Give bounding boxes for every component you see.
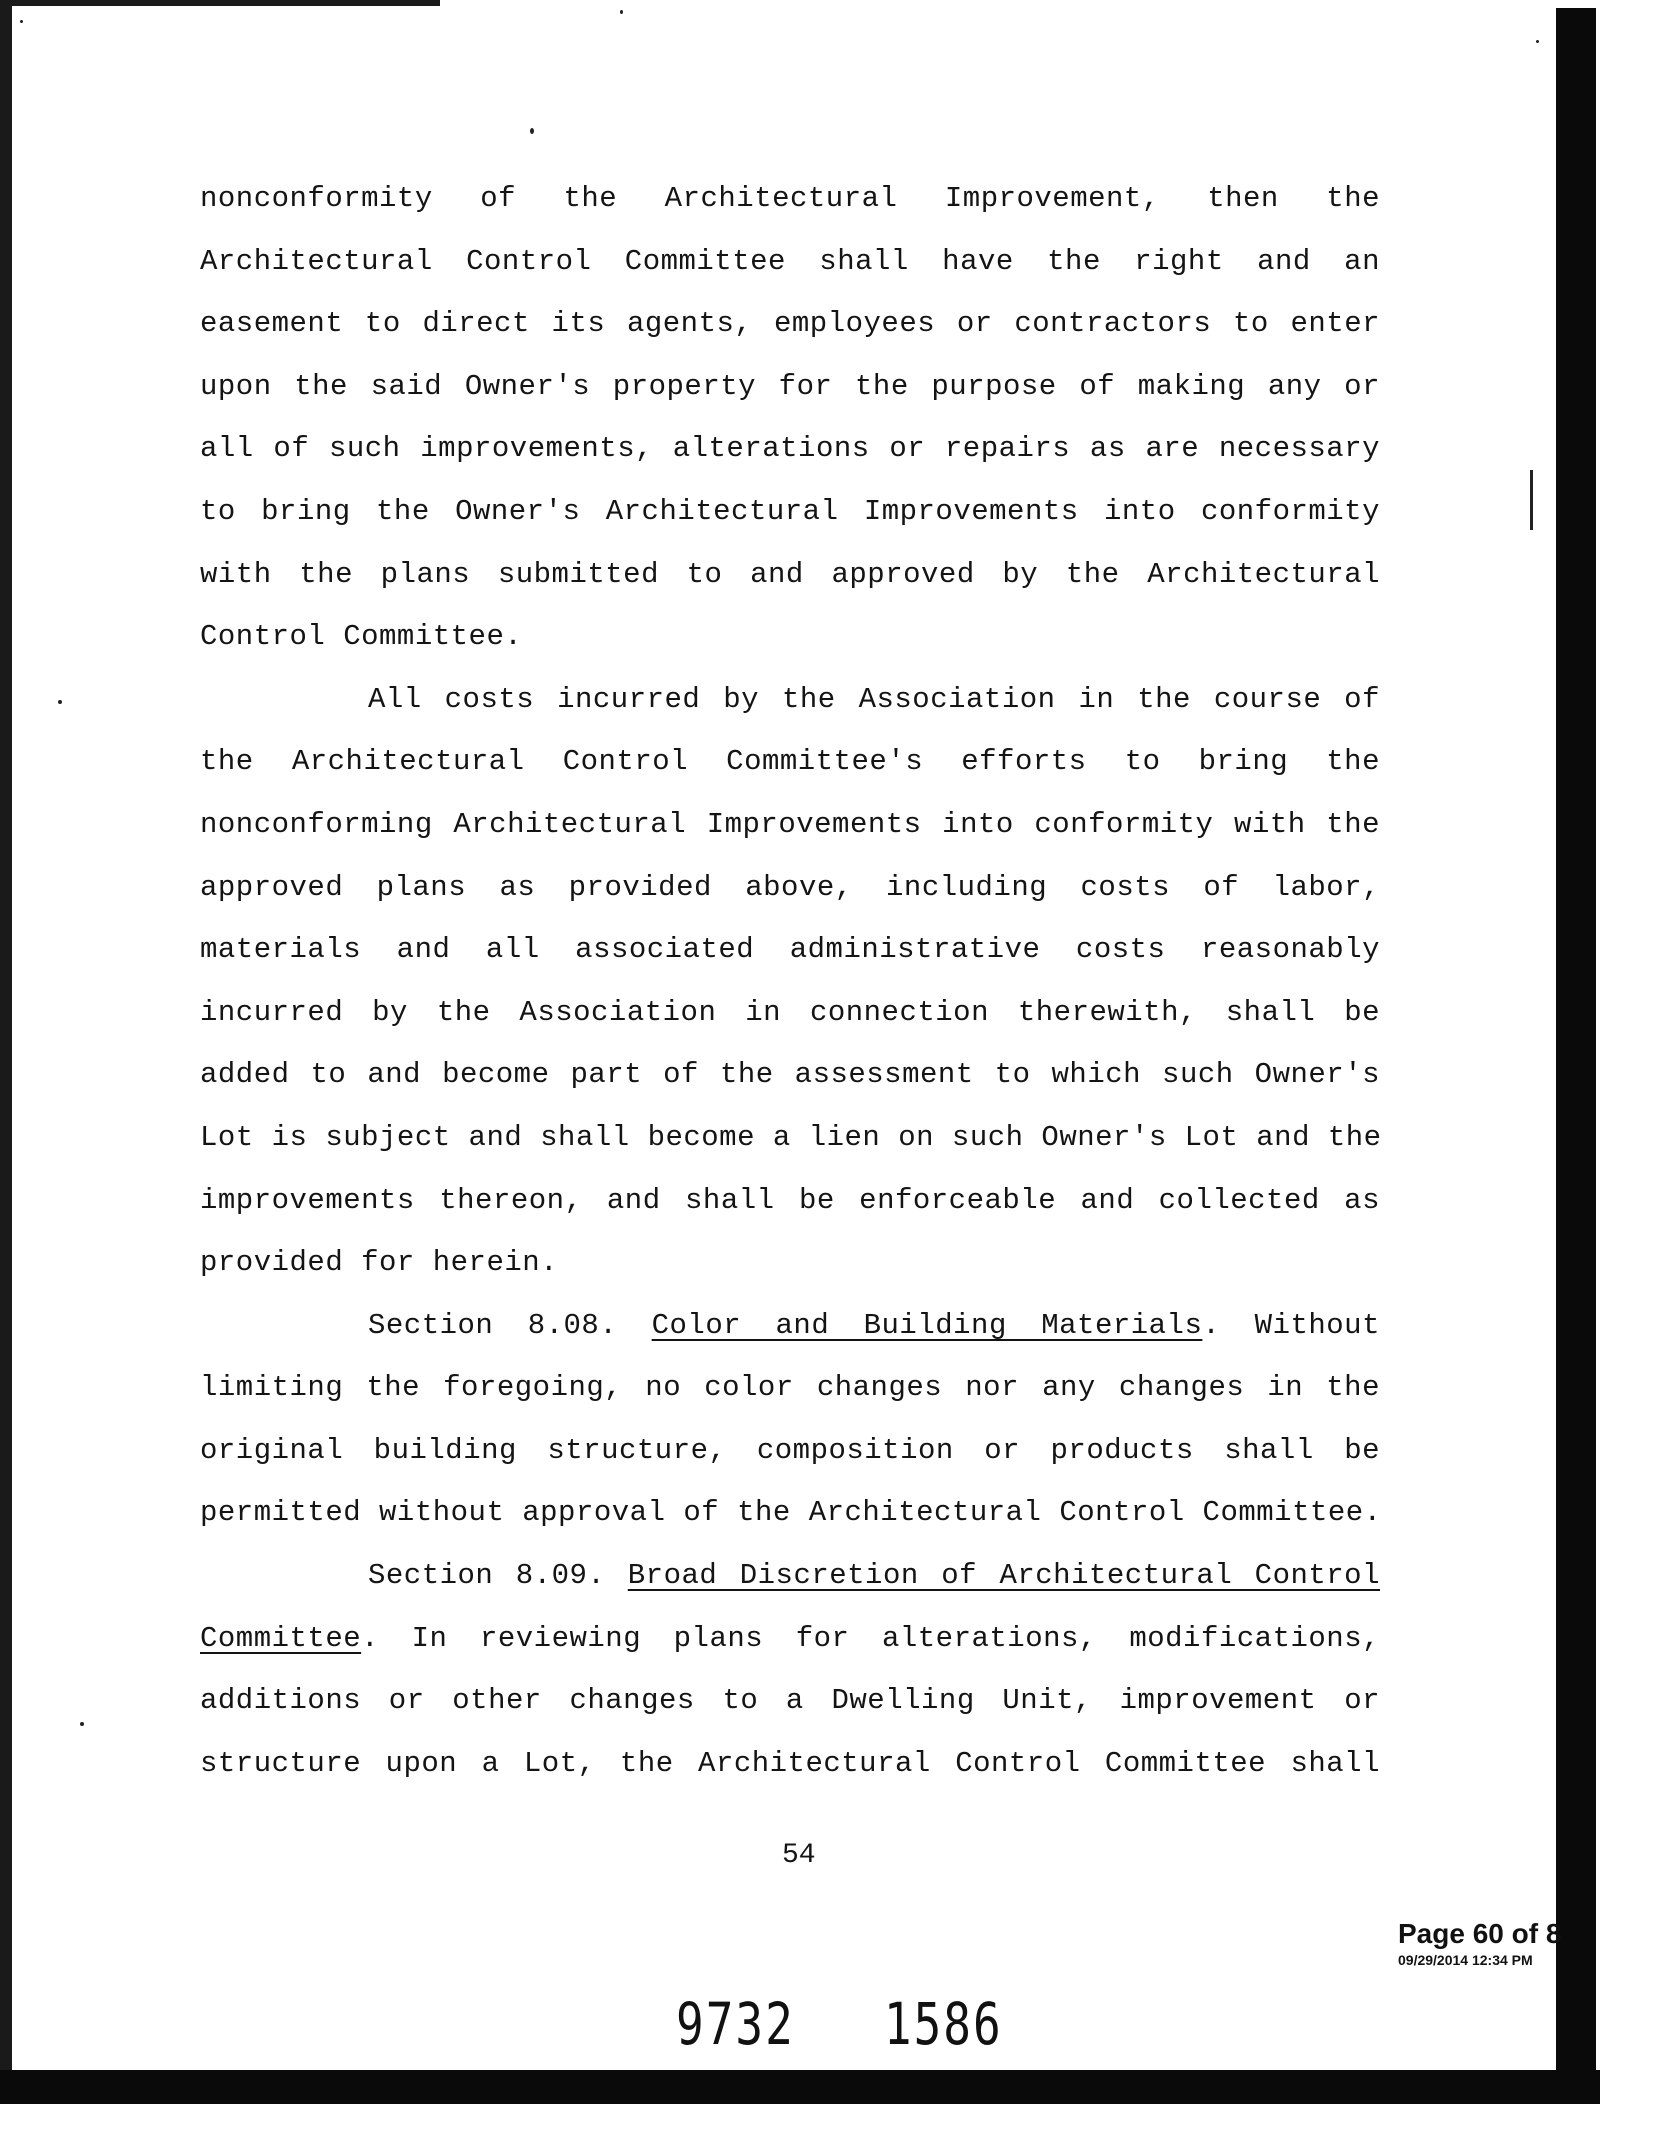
- body-line-16: Lot is subject and shall become a lien on such Owner's Lot and the: [200, 1120, 1382, 1154]
- scan-speck: [58, 700, 62, 704]
- body-line-3: easement to direct its agents, employees or contractors to enter: [200, 307, 1380, 341]
- body-line-11: nonconforming Architectural Improvements into conformity with the: [200, 807, 1380, 841]
- scan-edge-top: [0, 0, 440, 6]
- section-8-09-line-1: additions or other changes to a Dwelling Unit, improvement or: [200, 1684, 1380, 1718]
- section-8-09-line-2: structure upon a Lot, the Architectural Control Committee shall: [200, 1746, 1380, 1780]
- section-8-08-heading-line: [200, 1295, 1380, 1358]
- body-line-13: materials and all associated administrative costs reasonably: [200, 933, 1380, 967]
- body-line-14: incurred by the Association in connection therewith, shall be: [200, 995, 1380, 1029]
- body-line-1: nonconformity of the Architectural Improvement, then the: [200, 182, 1380, 215]
- scan-speck: [20, 20, 23, 23]
- page-number: 54: [782, 1840, 816, 1871]
- section-8-09-heading-line-2: [200, 1608, 1380, 1671]
- section-8-08-line-2: original building structure, composition or products shall be: [200, 1433, 1380, 1467]
- body-line-8: Control Committee.: [200, 620, 523, 654]
- body-line-10: the Architectural Control Committee's efforts to bring the: [200, 745, 1380, 779]
- recording-reference: [676, 1990, 1003, 2058]
- scan-edge-right: [1556, 8, 1596, 2104]
- body-line-7: with the plans submitted to and approved by the Architectural: [200, 557, 1380, 591]
- scan-speck: [80, 1722, 84, 1726]
- page-count-stamp: Page 60 of 8: [1398, 1918, 1562, 1949]
- section-8-09-title-part2: Committee: [200, 1621, 362, 1655]
- scan-speck: [1530, 470, 1533, 530]
- body-line-9: All costs incurred by the Association in the course of: [368, 682, 1380, 716]
- section-8-09-lead: In reviewing plans for alterations, modifications,: [411, 1621, 1380, 1655]
- recording-book: 9732: [676, 1990, 795, 2058]
- recording-page: 1586: [883, 1990, 1003, 2058]
- section-8-08-label: Section 8.08.: [368, 1308, 618, 1342]
- body-line-4: upon the said Owner's property for the purpose of making any or: [200, 369, 1380, 403]
- section-8-08-line-3: permitted without approval of the Architectural Control Committee.: [200, 1496, 1382, 1530]
- section-8-08-lead: Without: [1254, 1308, 1380, 1342]
- body-line-6: to bring the Owner's Architectural Improvements into conformity: [200, 494, 1380, 528]
- section-8-08-line-1: limiting the foregoing, no color changes nor any changes in the: [200, 1371, 1380, 1405]
- body-line-17: improvements thereon, and shall be enforceable and collected as: [200, 1183, 1380, 1217]
- section-8-09-title-part1: Broad Discretion of Architectural Control: [627, 1559, 1380, 1593]
- document-body: [200, 168, 1380, 1795]
- body-line-15: added to and become part of the assessment to which such Owner's: [200, 1058, 1380, 1092]
- body-line-5: all of such improvements, alterations or repairs as are necessary: [200, 432, 1380, 466]
- timestamp-stamp: 09/29/2014 12:34 PM: [1398, 1952, 1533, 1968]
- scan-speck: [530, 128, 534, 134]
- body-line-18: provided for herein.: [200, 1246, 559, 1280]
- scan-speck: [1536, 40, 1539, 43]
- section-8-09-label: Section 8.09.: [368, 1559, 606, 1593]
- section-8-08-title: Color and Building Materials: [651, 1308, 1203, 1342]
- body-line-12: approved plans as provided above, including costs of labor,: [200, 870, 1380, 904]
- body-line-2: Architectural Control Committee shall have the right and an: [200, 244, 1380, 278]
- section-8-09-title-period: .: [361, 1621, 380, 1655]
- scan-edge-bottom: [0, 2070, 1600, 2104]
- section-8-09-heading-line: [200, 1545, 1380, 1608]
- scan-edge-left: [0, 0, 12, 2104]
- section-8-08-title-period: .: [1202, 1308, 1221, 1342]
- scan-speck: [620, 10, 623, 14]
